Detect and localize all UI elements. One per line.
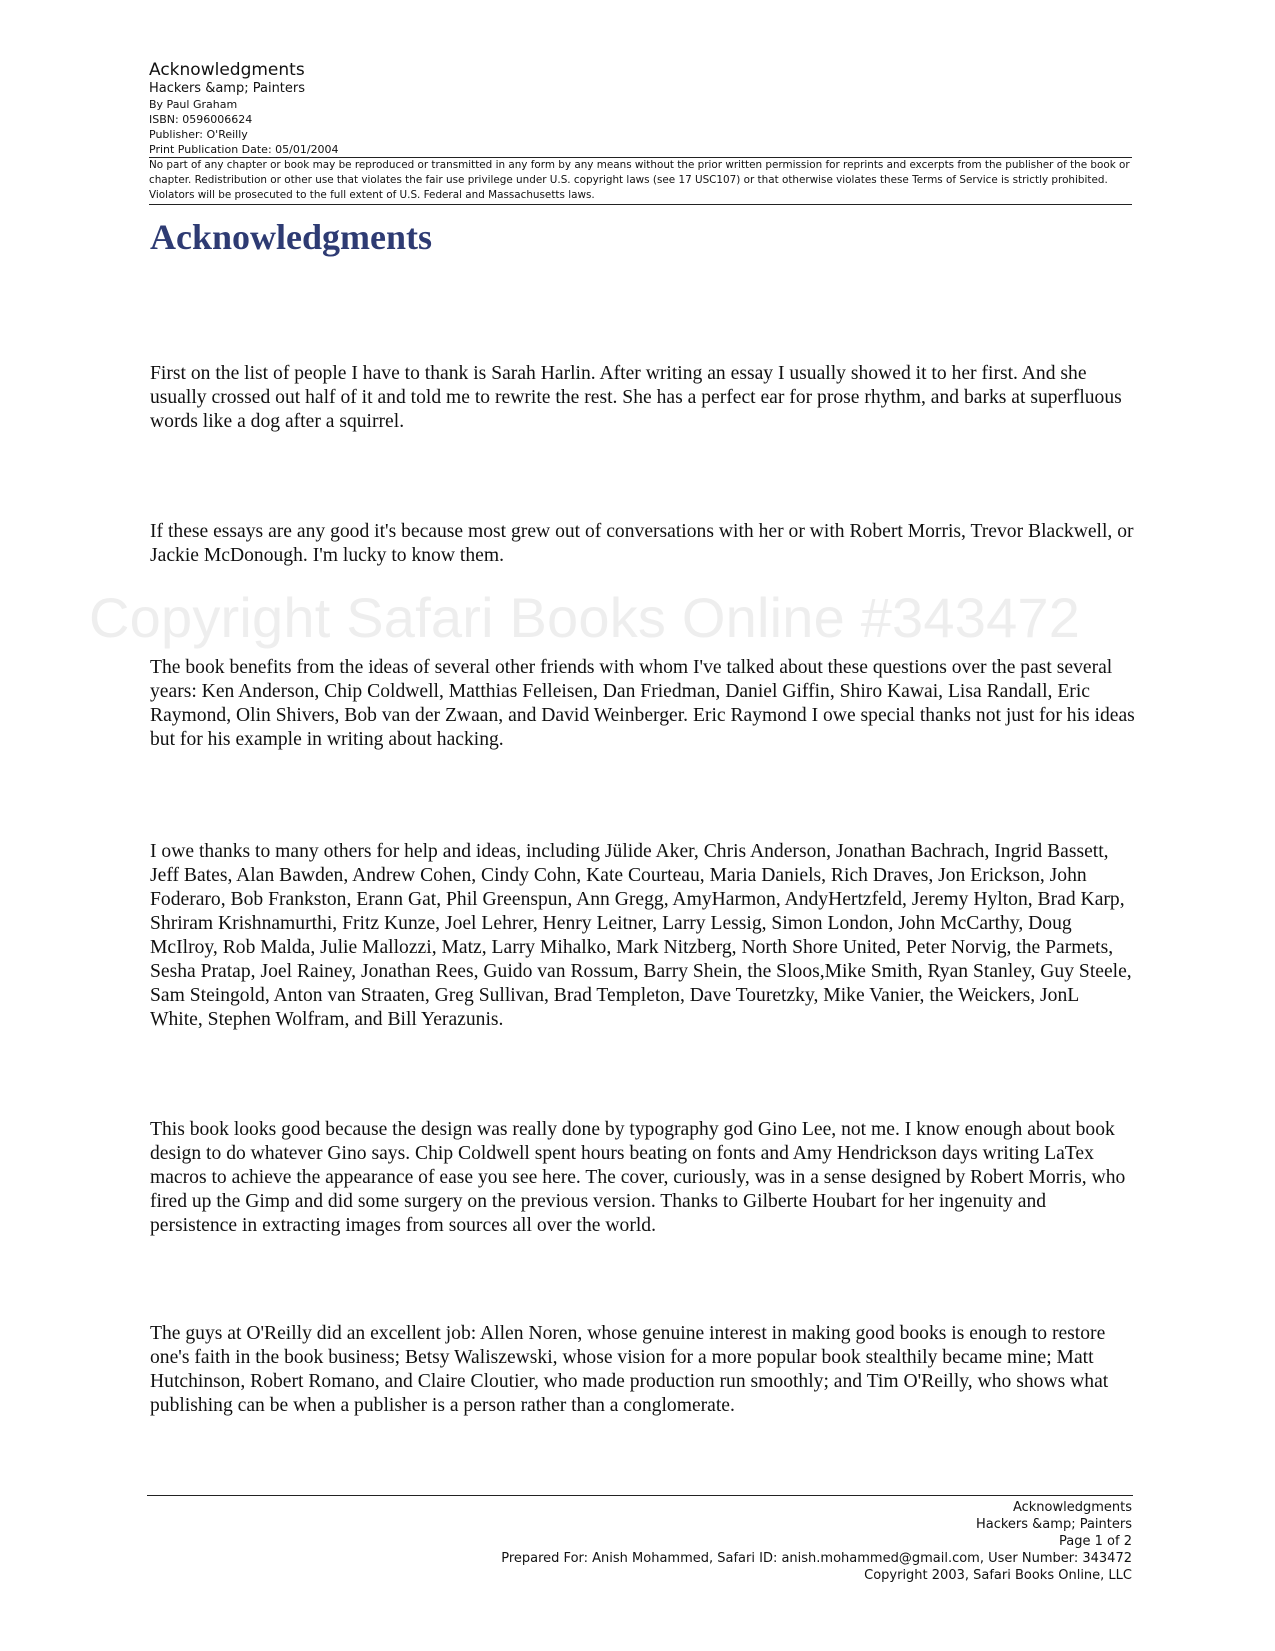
header-title: Acknowledgments bbox=[149, 60, 305, 80]
header-publisher: Publisher: O'Reilly bbox=[149, 128, 248, 141]
paragraph-4: I owe thanks to many others for help and ideas, including Jülide Aker, Chris Anderson, Jonathan Bachrach, Ingrid Bassett, Jeff Bates, Alan Bawden, Andrew Cohen, Cindy Cohn, Kate Courteau, Maria Daniels, Rich Draves, Jon Erickson, John Foderaro, Bob Frankston, Erann Gat, Phil Greenspun, Ann Gregg, AmyHarmon, AndyHertzfeld, Jeremy Hylton, Brad Karp, Shriram Krishnamurthi, Fritz Kunze, Joel Lehrer, Henry Leitner, Larry Lessig, Simon London, John McCarthy, Doug McIlroy, Rob Malda, Julie Mallozzi, Matz, Larry Mihalko, Mark Nitzberg, North Shore United, Peter Norvig, the Parmets, Sesha Pratap, Joel Rainey, Jonathan Rees, Guido van Rossum, Barry Shein, the Sloos,Mike Smith, Ryan Stanley, Guy Steele, Sam Steingold, Anton van Straaten, Greg Sullivan, Brad Templeton, Dave Touretzky, Mike Vanier, the Weickers, JonL White, Stephen Wolfram, and Bill Yerazunis. bbox=[150, 841, 1132, 1030]
header-isbn: ISBN: 0596006624 bbox=[149, 113, 253, 126]
copyright-watermark: Copyright Safari Books Online #343472 bbox=[89, 586, 1081, 649]
paragraph-1: First on the list of people I have to thank is Sarah Harlin. After writing an essay I usually showed it to her first. And she usually crossed out half of it and told me to rewrite the rest. She has a perfect ear for prose rhythm, and barks at superfluous words like a dog after a squirrel. bbox=[150, 363, 1122, 432]
footer-divider bbox=[147, 1495, 1133, 1496]
copyright-notice: No part of any chapter or book may be reproduced or transmitted in any form by any means without the prior written permission for reprints and excerpts from the publisher of the book or chapter. Redistribution or other use that violates the fair use privilege under U.S. copyright laws (see 17 USC107) or that otherwise violates these Terms of Service is strictly prohibited. Violators will be prosecuted to the full extent of U.S. Federal and Massachusetts laws. bbox=[149, 159, 1130, 201]
header-author: By Paul Graham bbox=[149, 98, 238, 111]
paragraph-5: This book looks good because the design was really done by typography god Gino Lee, not me. I know enough about book design to do whatever Gino says. Chip Coldwell spent hours beating on fonts and Amy Hendrickson days writing LaTex macros to achieve the appearance of ease you see here. The cover, curiously, was in a sense designed by Robert Morris, who fired up the Gimp and did some surgery on the previous version. Thanks to Gilberte Houbart for her ingenuity and persistence in extracting images from sources all over the world. bbox=[150, 1119, 1126, 1236]
document-header bbox=[149, 59, 1132, 205]
document-footer bbox=[501, 1499, 1132, 1584]
prepared-for: Prepared For: Anish Mohammed, Safari ID: anish.mohammed@gmail.com, User Number: 343472 bbox=[501, 1551, 1132, 1566]
footer-title: Acknowledgments bbox=[1012, 1500, 1132, 1515]
paragraph-3: The book benefits from the ideas of several other friends with whom I've talked about these questions over the past several years: Ken Anderson, Chip Coldwell, Matthias Felleisen, Dan Friedman, Daniel Giffin, Shiro Kawai, Lisa Randall, Eric Raymond, Olin Shivers, Bob van der Zwaan, and David Weinberger. Eric Raymond I owe special thanks not just for his ideas but for his example in writing about hacking. bbox=[150, 657, 1135, 750]
footer-copyright: Copyright 2003, Safari Books Online, LLC bbox=[864, 1568, 1132, 1583]
paragraph-6: The guys at O'Reilly did an excellent job: Allen Noren, whose genuine interest in making good books is enough to restore one's faith in the book business; Betsy Waliszewski, whose vision for a more popular book stealthily became mine; Matt Hutchinson, Robert Romano, and Claire Cloutier, who made production run smoothly; and Tim O'Reilly, who shows what publishing can be when a publisher is a person rather than a conglomerate. bbox=[150, 1323, 1109, 1416]
paragraph-2: If these essays are any good it's because most grew out of conversations with her or with Robert Morris, Trevor Blackwell, or Jackie McDonough. I'm lucky to know them. bbox=[150, 521, 1134, 566]
header-bottom-divider bbox=[149, 204, 1132, 205]
header-book-title: Hackers &amp; Painters bbox=[149, 81, 306, 96]
chapter-title: Acknowledgments bbox=[150, 217, 433, 257]
page-number: Page 1 of 2 bbox=[1059, 1534, 1132, 1549]
footer-book-title: Hackers &amp; Painters bbox=[975, 1517, 1132, 1532]
header-publication-date: Print Publication Date: 05/01/2004 bbox=[149, 143, 339, 156]
